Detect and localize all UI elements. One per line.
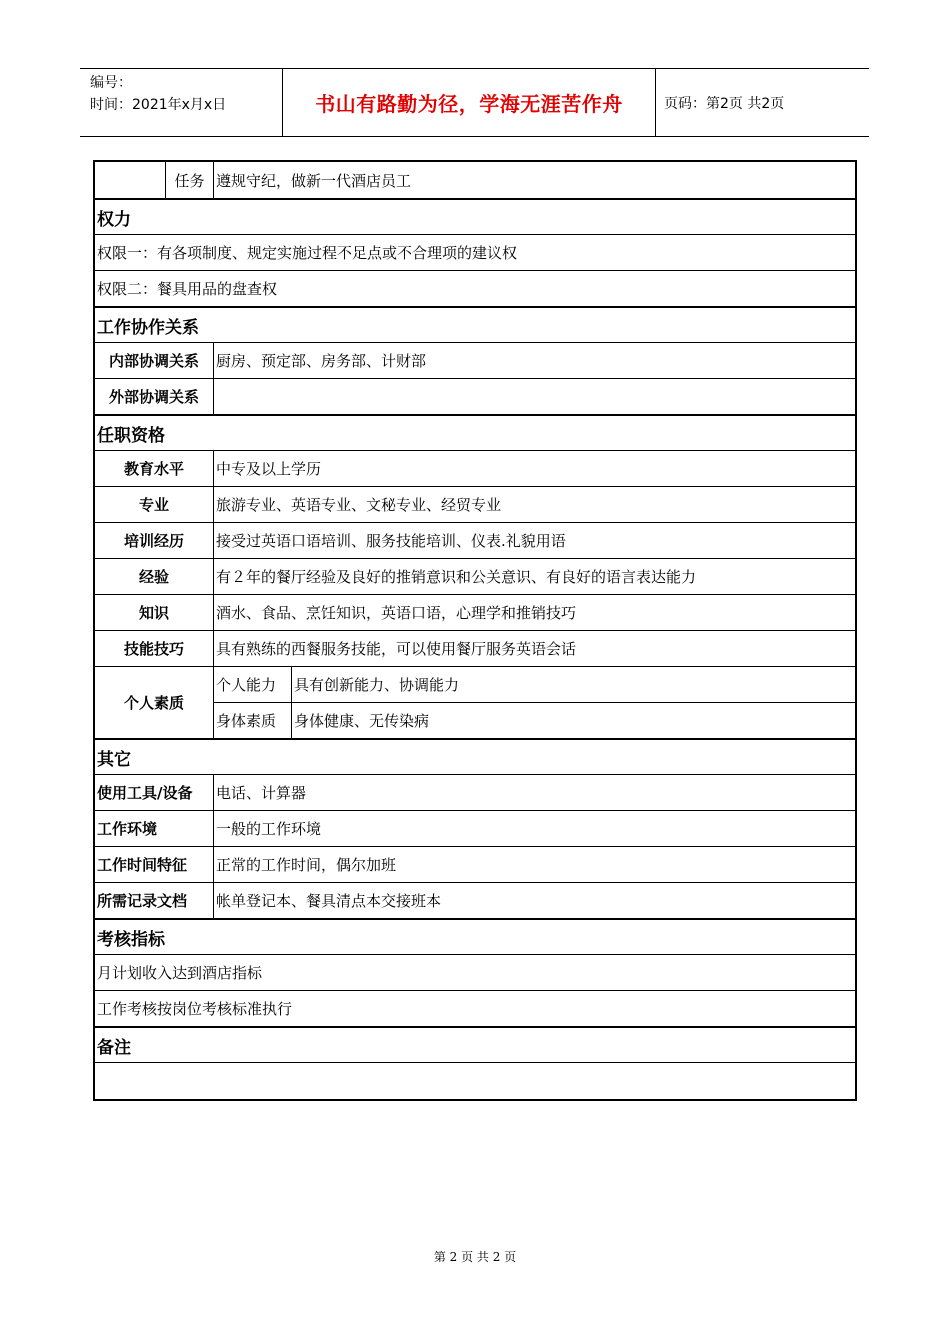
section-title: 备注 bbox=[97, 1037, 131, 1058]
page-footer bbox=[0, 1248, 950, 1265]
power-item: 权限二：餐具用品的盘查权 bbox=[95, 271, 855, 308]
header-meta bbox=[90, 72, 226, 116]
section-other bbox=[95, 740, 855, 775]
remarks-value-row bbox=[95, 1063, 855, 1099]
section-title: 工作协作关系 bbox=[97, 317, 199, 338]
qualification-row: 教育水平 中专及以上学历 bbox=[95, 451, 855, 487]
task-label: 任务 bbox=[165, 162, 213, 198]
section-remarks bbox=[95, 1028, 855, 1063]
job-description-table bbox=[93, 160, 857, 1101]
section-assessment bbox=[95, 920, 855, 955]
qualification-row: 经验 有２年的餐厅经验及良好的推销意识和公关意识、有良好的语言表达能力 bbox=[95, 559, 855, 595]
task-value: 遵规守纪，做新一代酒店员工 bbox=[213, 162, 855, 198]
section-title: 权力 bbox=[97, 209, 131, 230]
section-title: 其它 bbox=[97, 749, 131, 770]
other-row: 使用工具/设备 电话、计算器 bbox=[95, 775, 855, 811]
header-motto: 书山有路勤为径，学海无涯苦作舟 bbox=[282, 69, 656, 136]
document-number: 编号： bbox=[90, 75, 132, 91]
page-header bbox=[80, 68, 869, 137]
power-item: 权限一：有各项制度、规定实施过程不足点或不合理项的建议权 bbox=[95, 235, 855, 271]
other-row: 所需记录文档 帐单登记本、餐具清点本交接班本 bbox=[95, 883, 855, 920]
header-page-info: 页码：第2页 共2页 bbox=[664, 95, 785, 112]
footer-page-number: 第 2 页 共 2 页 bbox=[433, 1250, 517, 1264]
personal-quality-block: 个人素质 个人能力 具有创新能力、协调能力 身体素质 身体健康、无传染病 bbox=[95, 667, 855, 740]
section-power bbox=[95, 200, 855, 235]
other-row: 工作时间特征 正常的工作时间，偶尔加班 bbox=[95, 847, 855, 883]
internal-coordination-row: 内部协调关系 厨房、预定部、房务部、计财部 bbox=[95, 343, 855, 379]
document-time: 时间：2021年x月x日 bbox=[90, 97, 227, 113]
qualification-row: 技能技巧 具有熟练的西餐服务技能，可以使用餐厅服务英语会话 bbox=[95, 631, 855, 667]
personal-quality-subrows bbox=[213, 667, 855, 738]
qualification-row: 知识 酒水、食品、烹饪知识，英语口语，心理学和推销技巧 bbox=[95, 595, 855, 631]
section-title: 任职资格 bbox=[97, 425, 165, 446]
qualification-row: 专业 旅游专业、英语专业、文秘专业、经贸专业 bbox=[95, 487, 855, 523]
external-coordination-row: 外部协调关系 bbox=[95, 379, 855, 416]
personal-quality-row: 个人能力 具有创新能力、协调能力 bbox=[214, 667, 855, 703]
assessment-item: 工作考核按岗位考核标准执行 bbox=[95, 991, 855, 1028]
section-cooperation bbox=[95, 308, 855, 343]
section-qualifications bbox=[95, 416, 855, 451]
personal-quality-row: 身体素质 身体健康、无传染病 bbox=[214, 703, 855, 738]
assessment-item: 月计划收入达到酒店指标 bbox=[95, 955, 855, 991]
qualification-row: 培训经历 接受过英语口语培训、服务技能培训、仪表.礼貌用语 bbox=[95, 523, 855, 559]
task-row bbox=[95, 162, 855, 200]
other-row: 工作环境 一般的工作环境 bbox=[95, 811, 855, 847]
section-title: 考核指标 bbox=[97, 929, 165, 950]
